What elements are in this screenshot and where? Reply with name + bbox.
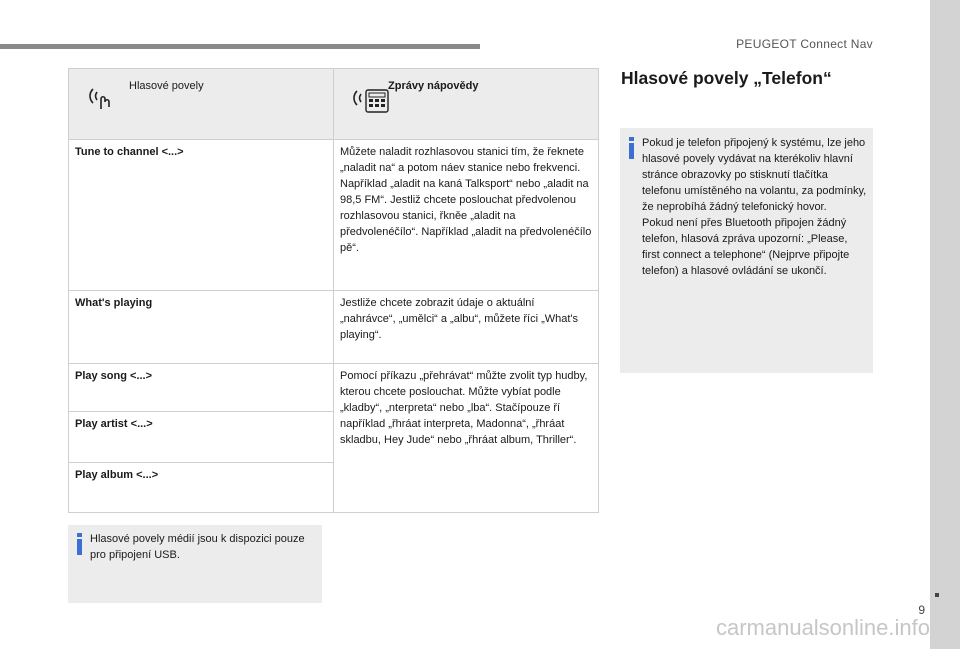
phone-note-box bbox=[620, 128, 873, 373]
command-play-song: Play song <...> bbox=[69, 364, 334, 412]
header-bar bbox=[0, 44, 480, 49]
header-cell-help bbox=[334, 69, 599, 140]
command-play-artist: Play artist <...> bbox=[69, 412, 334, 463]
command-play-album: Play album <...> bbox=[69, 463, 334, 513]
phone-note-text: Pokud je telefon připojený k systému, lze jeho hlasové povely vydávat na kterékoliv hlavní stránce obrazovky po stisknutí tlačítka telefonu umístěného na volantu, za podmínky, že neprobíhá žádný telefonický hovor. Pokud není přes Bluetooth připojen žádný telefon, hlasová zpráva upozorní: „Please, first connect a telephone“ (Nejprve připojte telefon) a hlasové ovládání se ukončí. bbox=[642, 137, 867, 277]
table-row bbox=[69, 140, 599, 291]
response-tune: Můžete naladit rozhlasovou stanici tím, že řeknete „naladit na“ a potom náev stanice nebo frekvenci. Například „aladit na kaná Talksport“ nebo „aladit na 98,5 FM“. Jestliž chcete poslouchat předvolenou rozhlasovou stanici, řkněe „aladit na předvolenéčílo“. Například „aladit na předvolenéčílo pě“. bbox=[334, 140, 599, 291]
info-icon bbox=[76, 533, 84, 560]
response-whats-playing: Jestliže chcete zobrazit údaje o aktuální „nahrávce“, „umělci“ a „albu“, můžete říci „What's playing“. bbox=[334, 291, 599, 364]
header-commands-label: Hlasové povely bbox=[129, 80, 204, 92]
command-whats-playing: What's playing bbox=[69, 291, 334, 364]
header-cell-commands bbox=[69, 69, 334, 140]
info-icon bbox=[628, 137, 636, 164]
section-title: Hlasové povely „Telefon“ bbox=[621, 68, 832, 88]
side-tab-strip bbox=[930, 0, 960, 649]
voice-commands-table bbox=[68, 68, 599, 513]
page-marker bbox=[935, 593, 939, 597]
usb-note-box bbox=[68, 525, 322, 603]
command-tune: Tune to channel <...> bbox=[69, 140, 334, 291]
voice-command-icon bbox=[87, 85, 115, 116]
table-row bbox=[69, 291, 599, 364]
table-row bbox=[69, 364, 599, 412]
header-help-label: Zprávy nápovědy bbox=[388, 80, 479, 92]
watermark: carmanualsonline.info bbox=[715, 615, 930, 640]
usb-note-text: Hlasové povely médií jsou k dispozici pouze pro připojení USB. bbox=[90, 533, 305, 561]
brand-title: PEUGEOT Connect Nav bbox=[736, 37, 873, 51]
response-play: Pomocí příkazu „přehrávat“ můžte zvolit typ hudby, kterou chcete poslouchat. Můžte vybíat podle „kladby“, „nterpreta“ nebo „lba“. Stačípouze ří například „řhráat interpreta, Madonna“, „řhráat skladbu, Hey Jude“ nebo „řhráat album, Thriller“. bbox=[334, 364, 599, 513]
page-number: 9 bbox=[918, 603, 925, 617]
voice-help-icon bbox=[352, 85, 392, 118]
table-header-row bbox=[69, 69, 599, 140]
